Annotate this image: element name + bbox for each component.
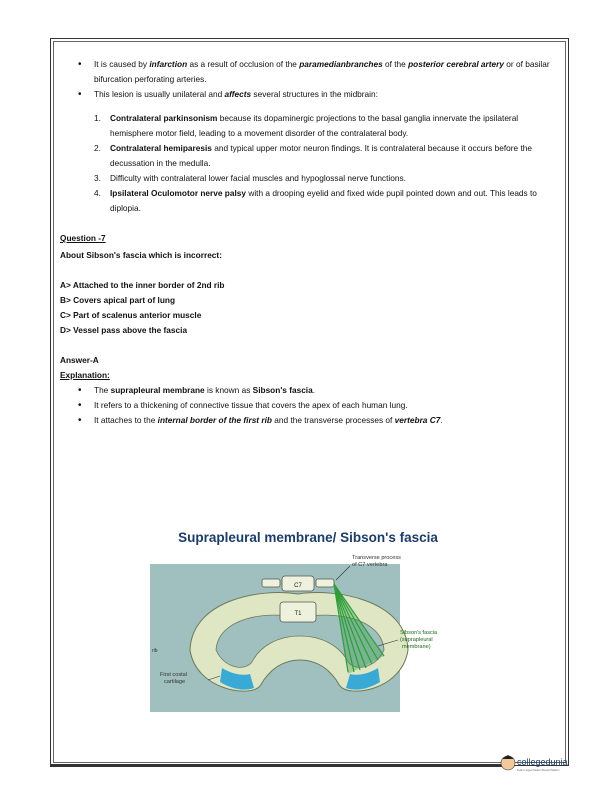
explanation-bullet: • It refers to a thickening of connective tissue that covers the apex of each human lung.: [78, 400, 408, 411]
logo-tagline: India's Largest Student Review Platform: [517, 769, 560, 772]
question-heading: Question -7: [60, 233, 106, 243]
footer-rule: [50, 764, 512, 767]
list-item: 3. Difficulty with contralateral lower facial muscles and hypoglossal nerve functions.: [94, 173, 406, 183]
list-item: 2. Contralateral hemiparesis and typical upper motor neuron findings. It is contralateral because it occurs before the decussation in the medulla.: [94, 143, 532, 168]
label-sibsons-3: membrane): [402, 644, 431, 650]
list-item: 4. Ipsilateral Oculomotor nerve palsy with a drooping eyelid and fixed wide pupil pointed down and out. This leads to diplopia.: [94, 188, 537, 213]
label-transverse-process-2: of C7 vertebra: [352, 562, 388, 568]
bullet-dot: •: [78, 59, 82, 70]
sibsons-fascia-figure: [150, 522, 466, 718]
bullet-dot: •: [78, 385, 82, 396]
bullet-dot: •: [78, 89, 82, 100]
option-d: D> Vessel pass above the fascia: [60, 325, 188, 335]
label-first-costal-1: First costal: [160, 672, 188, 678]
option-b: B> Covers apical part of lung: [60, 295, 176, 305]
answer-label: Answer-A: [60, 355, 99, 365]
label-first-costal-2: cartilage: [164, 679, 186, 685]
explanation-bullet: • The suprapleural membrane is known as Sibson's fascia.: [78, 385, 316, 396]
explanation-heading: Explanation:: [60, 370, 110, 380]
bullet-dot: •: [78, 415, 82, 426]
c7-left-transverse-process: [262, 579, 280, 587]
bullet-dot: •: [78, 400, 82, 411]
figure-title: Suprapleural membrane/ Sibson's fascia: [178, 530, 438, 545]
bullet-lesion: • This lesion is usually unilateral and affects several structures in the midbrain:: [78, 89, 378, 100]
list-item: 1. Contralateral parkinsonism because its dopaminergic projections to the basal ganglia innervate the ipsilateral hemisphere motor field, leading to a movement disorder of the contralateral body.: [94, 113, 519, 138]
explanation-bullet: • It attaches to the internal border of the first rib and the transverse processes of vertebra C7.: [78, 415, 443, 426]
label-sibsons-1: Sibson's fascia: [400, 630, 438, 636]
t1-label: T1: [294, 611, 302, 617]
label-rib: rib: [152, 648, 158, 654]
option-a: A> Attached to the inner border of 2nd rib: [60, 280, 225, 290]
c7-right-transverse-process: [316, 579, 334, 587]
option-c: C> Part of scalenus anterior muscle: [60, 310, 202, 320]
label-sibsons-2: (suprapleural: [400, 637, 433, 643]
logo-cap-icon: [502, 755, 514, 759]
collegedunia-logo: [500, 752, 580, 776]
label-transverse-process-1: Transverse process: [352, 555, 401, 561]
bullet-cause: • It is caused by infarction as a result of occlusion of the paramedianbranches of the posterior cerebral artery or of basilar bifurcation perforating arteries.: [78, 59, 550, 84]
question-text: About Sibson's fascia which is incorrect:: [60, 250, 222, 260]
c7-label: C7: [294, 583, 302, 589]
logo-wordmark: collegedunia: [517, 757, 568, 767]
document-body: [60, 57, 555, 428]
